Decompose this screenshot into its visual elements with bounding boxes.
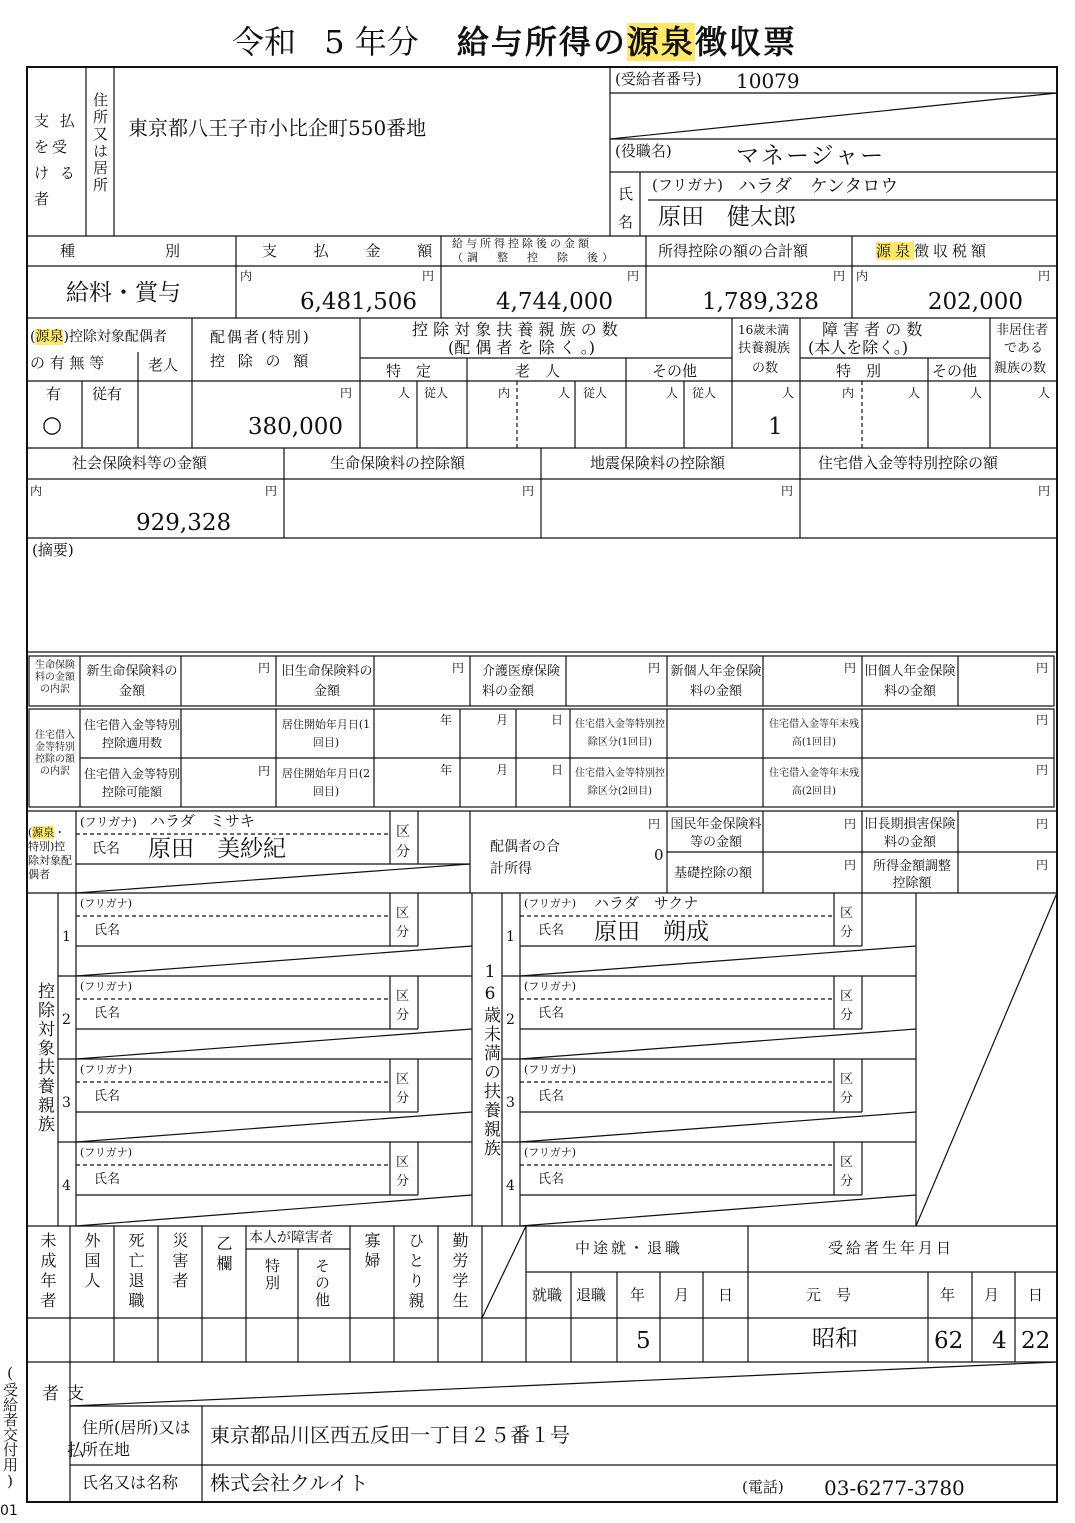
birth-era: 昭和 xyxy=(812,1326,858,1352)
status-label-2: 外国人 xyxy=(82,1232,101,1292)
pay-label: 支 払 金 額 xyxy=(262,242,449,260)
housing-applicable-label: 住宅借入金等特別控除適用数 xyxy=(84,718,181,750)
spouse-deduction-header: 配偶者(特別) xyxy=(210,328,311,346)
nonresident-sub2: 親族の数 xyxy=(994,361,1047,376)
start2-label: 居住開始年月日(2回目) xyxy=(281,767,371,798)
basic-yen: 円 xyxy=(844,858,857,872)
dependent-kubun-label-4: 区分 xyxy=(396,1155,410,1189)
payer-tel: 03-6277-3780 xyxy=(824,1476,965,1500)
start1-hi: 日 xyxy=(551,713,564,727)
adjust-label: 所得金額調整控除額 xyxy=(872,859,951,891)
recipient-kana: ハラダ ケンタロウ xyxy=(738,176,899,197)
adjust-yen: 円 xyxy=(1036,858,1049,872)
tax-uchi: 内 xyxy=(856,269,869,283)
under16-num-2: 2 xyxy=(506,1012,515,1028)
birth-day: 22 xyxy=(1021,1328,1051,1354)
disabled-toku-label: 特別 xyxy=(263,1258,281,1292)
under16-kubun-label-3: 区分 xyxy=(840,1072,854,1106)
birth-tsuki: 月 xyxy=(984,1286,1000,1304)
tokutei-juujin: 従人 xyxy=(424,386,449,400)
pay-amount: 6,481,506 xyxy=(299,289,417,315)
start2-nen: 年 xyxy=(440,763,453,777)
under16-kana-1: ハラダ サクナ xyxy=(594,894,699,912)
tokutei-label: 特 定 xyxy=(386,362,432,380)
title-year-unit: 年分 xyxy=(354,23,419,61)
midway-nen: 年 xyxy=(630,1286,646,1304)
after-yen: 円 xyxy=(627,269,640,283)
spouse-name-label: 氏名 xyxy=(92,841,120,857)
recipient-address: 東京都八王子市小比企町550番地 xyxy=(128,116,427,140)
birth-label: 受給者生年月日 xyxy=(828,1239,955,1257)
start1-nen: 年 xyxy=(440,713,453,727)
dependent-kana-label-2: (フリガナ) xyxy=(80,980,133,993)
payer-name-label: 氏名又は名称 xyxy=(82,1473,179,1492)
dependent-kubun-label-3: 区分 xyxy=(396,1072,410,1106)
kana-label: (フリガナ) xyxy=(652,176,723,194)
under16-kubun-label-2: 区分 xyxy=(840,989,854,1023)
under16-count: 1 xyxy=(768,414,783,440)
dependent-name-label-3: 氏名 xyxy=(94,1089,121,1104)
rojin-uchi: 内 xyxy=(498,386,511,400)
rojin-label: 老 人 xyxy=(515,362,561,380)
social-insurance-label: 社会保険料等の金額 xyxy=(72,454,208,472)
status-label-1: 未成年者 xyxy=(38,1232,57,1312)
social-uchi: 内 xyxy=(30,484,43,498)
housing-possible-label: 住宅借入金等特別控除可能額 xyxy=(84,767,181,799)
spouse-existence-header: (源泉)控除対象配偶者 xyxy=(30,329,167,345)
dependent-kubun-label-1: 区分 xyxy=(396,906,410,940)
dependent-kana-label-1: (フリガナ) xyxy=(80,897,133,910)
payer-address: 東京都品川区西五反田一丁目２５番１号 xyxy=(210,1423,570,1447)
new-pension-yen: 円 xyxy=(844,661,857,675)
start2-hi: 日 xyxy=(551,763,564,777)
recipient-number-label: (受給者番号) xyxy=(615,70,702,88)
spouse-income: 0 xyxy=(654,846,664,864)
kubun1-label: 住宅借入金等特別控除区分(1回目) xyxy=(575,719,665,748)
balance2-yen: 円 xyxy=(1036,763,1049,777)
recipient-section-label: 支 払 を受け る 者 xyxy=(34,112,78,208)
payer-tel-label: (電話) xyxy=(742,1478,784,1496)
yu-label: 有 xyxy=(46,385,62,403)
balance1-yen: 円 xyxy=(1036,713,1049,727)
recipient-position: マネージャー xyxy=(736,143,886,169)
payer-label: 支 払 者 xyxy=(38,1384,83,1468)
under16-sub2: の数 xyxy=(752,361,779,376)
housing-detail-label: 住宅借入金等特別控除の額の内訳 xyxy=(35,730,75,777)
juyu-label: 従有 xyxy=(92,385,123,403)
tokubetsu-uchi: 内 xyxy=(842,386,855,400)
old-long-yen: 円 xyxy=(1036,817,1049,831)
deduction-amount: 1,789,328 xyxy=(701,289,819,315)
elderly-label: 老人 xyxy=(148,356,179,374)
title-year: 5 xyxy=(324,23,345,61)
sonota-nin: 人 xyxy=(666,386,679,400)
start1-tsuki: 月 xyxy=(496,713,509,727)
life-yen: 円 xyxy=(522,484,535,498)
remarks-label: (摘要) xyxy=(32,541,74,559)
after-sub-label: （調 整 控 除 後） xyxy=(452,251,617,264)
quake-insurance-label: 地震保険料の控除額 xyxy=(590,454,726,472)
quake-yen: 円 xyxy=(781,484,794,498)
under16-kana-label-1: (フリガナ) xyxy=(524,897,577,910)
under16-name-label-4: 氏名 xyxy=(538,1172,565,1187)
tokutei-nin: 人 xyxy=(398,386,411,400)
nonresident-sub: である xyxy=(1004,341,1044,356)
status-label-8: 勤労学生 xyxy=(450,1232,469,1312)
after-amount: 4,744,000 xyxy=(495,289,613,315)
balance2-label: 住宅借入金等年末残高(2回目) xyxy=(769,768,859,797)
dependent-kubun-label-2: 区分 xyxy=(396,989,410,1023)
spouse-existence-sub: の 有 無 等 xyxy=(30,354,105,372)
sonota-label: その他 xyxy=(652,362,698,380)
dependent-name-label-4: 氏名 xyxy=(94,1172,121,1187)
spouse-deduction-yen: 円 xyxy=(340,386,353,400)
housing-yen: 円 xyxy=(1038,484,1051,498)
under16-name-label-1: 氏名 xyxy=(538,923,565,938)
status-label-7: ひとり親 xyxy=(406,1232,425,1312)
tax-label: 源泉徴収税額 xyxy=(876,242,991,260)
old-pension-yen: 円 xyxy=(1036,661,1049,675)
dependents-header: 控 除 対 象 扶 養 親 族 の 数 xyxy=(412,320,618,339)
recipient-name: 原田 健太郎 xyxy=(658,204,796,230)
title-era: 令和 xyxy=(232,23,297,61)
tokubetsu-nin: 人 xyxy=(908,386,921,400)
shoku-label: 就職 xyxy=(532,1286,563,1304)
income-type: 給料・賞与 xyxy=(66,280,181,306)
spouse-kana: ハラダ ミサキ xyxy=(150,812,255,830)
under16-kubun-label-4: 区分 xyxy=(840,1155,854,1189)
life-detail-label: 生命保険料の金額の内訳 xyxy=(35,660,75,695)
dependent-kana-label-3: (フリガナ) xyxy=(80,1063,133,1076)
life-insurance-label: 生命保険料の控除額 xyxy=(330,454,466,472)
name-label: 氏 名 xyxy=(618,185,634,231)
dependent-num-2: 2 xyxy=(62,1012,71,1028)
under16-name-1: 原田 朔成 xyxy=(594,919,709,945)
social-yen: 円 xyxy=(265,484,278,498)
disabled-sono-label: その他 xyxy=(313,1258,331,1309)
under16-num-3: 3 xyxy=(506,1095,515,1111)
under16-label: 16歳未満の扶養親族 xyxy=(480,962,500,1158)
sonota-juujin: 従人 xyxy=(692,386,717,400)
new-life-label: 新生命保険料の金額 xyxy=(86,664,178,699)
start2-tsuki: 月 xyxy=(496,763,509,777)
basic-deduction-label: 基礎控除の額 xyxy=(674,866,753,881)
disabled-sonota-nin: 人 xyxy=(970,386,983,400)
dependents-sub: (配 偶 者 を 除 く 。) xyxy=(448,338,596,357)
under16-header: 16歳未満 xyxy=(738,323,790,337)
after-label: 給与所得控除後の金額 xyxy=(452,237,592,250)
social-insurance-amount: 929,328 xyxy=(136,510,232,536)
spouse-kubun-label: 区分 xyxy=(396,824,410,860)
midway-hi: 日 xyxy=(718,1286,734,1304)
pension-yen: 円 xyxy=(844,817,857,831)
old-life-yen: 円 xyxy=(452,661,465,675)
spouse-kana-label: (フリガナ) xyxy=(80,815,137,829)
under16-kana-label-2: (フリガナ) xyxy=(524,980,577,993)
payer-address-label: 住所(居所)又は所在地 xyxy=(82,1418,191,1459)
midway-tsuki: 月 xyxy=(674,1286,690,1304)
disabled-sonota-label: その他 xyxy=(932,362,978,380)
care-yen: 円 xyxy=(648,661,661,675)
disabled-sub: (本人を除く。) xyxy=(808,338,909,357)
deduction-yen: 円 xyxy=(833,269,846,283)
disabled-header: 障 害 者 の 数 xyxy=(822,320,923,339)
under16-sub: 扶養親族 xyxy=(738,341,791,356)
spouse-deduction-sub: 控 除 の 額 xyxy=(210,352,313,370)
care-label: 介護医療保険料の金額 xyxy=(482,664,561,699)
under16-name-label-2: 氏名 xyxy=(538,1006,565,1021)
spouse-deduction-amount: 380,000 xyxy=(247,414,343,440)
spouse-income-label: 配偶者の合計所得 xyxy=(490,839,560,877)
under16-num-4: 4 xyxy=(506,1178,515,1194)
address-label: 住所又は居所 xyxy=(91,92,109,194)
birth-nen: 年 xyxy=(940,1286,956,1304)
dependents-label: 控除対象扶養親族 xyxy=(34,982,54,1134)
deduction-label: 所得控除の額の合計額 xyxy=(658,242,809,260)
housing-deduction-label: 住宅借入金等特別控除の額 xyxy=(818,454,999,472)
old-long-label: 旧長期損害保険料の金額 xyxy=(864,817,956,850)
birth-month: 4 xyxy=(992,1328,1007,1354)
gengo-label: 元 号 xyxy=(806,1286,852,1304)
dependent-num-1: 1 xyxy=(62,929,71,945)
title-main: 給与所得の源泉徴収票 xyxy=(456,23,797,61)
tax-amount: 202,000 xyxy=(927,289,1023,315)
kubun2-label: 住宅借入金等特別控除区分(2回目) xyxy=(575,768,665,797)
dependent-num-4: 4 xyxy=(62,1178,71,1194)
form-code: 01 xyxy=(0,1503,18,1519)
under16-kana-label-4: (フリガナ) xyxy=(524,1146,577,1159)
birth-year: 62 xyxy=(934,1328,964,1354)
birth-hi: 日 xyxy=(1028,1286,1044,1304)
under16-num-1: 1 xyxy=(506,929,515,945)
under16-kubun-label-1: 区分 xyxy=(840,906,854,940)
dependent-kana-label-4: (フリガナ) xyxy=(80,1146,133,1159)
dependent-name-label-2: 氏名 xyxy=(94,1006,121,1021)
under16-kana-label-3: (フリガナ) xyxy=(524,1063,577,1076)
tax-yen: 円 xyxy=(1038,269,1051,283)
under16-nin: 人 xyxy=(782,386,795,400)
recipient-copy-note: (受給者交付用) xyxy=(1,1364,19,1490)
tokubetsu-label: 特 別 xyxy=(836,362,882,380)
spouse-name: 原田 美紗紀 xyxy=(148,836,286,862)
status-label-6: 寡婦 xyxy=(362,1232,381,1272)
status-label-3: 死亡退職 xyxy=(126,1232,145,1312)
spouse-section-label: (源泉・特別)控除対象配偶者 xyxy=(28,826,72,881)
rojin-juujin: 従人 xyxy=(583,386,608,400)
status-label-5: 乙欄 xyxy=(214,1235,233,1275)
new-pension-label: 新個人年金保険料の金額 xyxy=(670,664,762,699)
housing-possible-yen: 円 xyxy=(258,764,271,778)
type-label: 種 別 xyxy=(60,242,187,260)
under16-name-label-3: 氏名 xyxy=(538,1089,565,1104)
quit-year: 5 xyxy=(636,1328,651,1354)
spouse-existence-mark: ○ xyxy=(42,412,63,438)
pension-label: 国民年金保険料等の金額 xyxy=(670,817,762,850)
nonresident-nin: 人 xyxy=(1038,386,1051,400)
nonresident-header: 非居住者 xyxy=(996,323,1049,338)
dependent-num-3: 3 xyxy=(62,1095,71,1111)
midway-label: 中途就・退職 xyxy=(575,1239,684,1257)
position-label: (役職名) xyxy=(615,142,672,160)
new-life-yen: 円 xyxy=(258,661,271,675)
pay-uchi: 内 xyxy=(240,269,253,283)
start1-label: 居住開始年月日(1回目) xyxy=(281,718,371,749)
pay-yen: 円 xyxy=(422,269,435,283)
rojin-nin: 人 xyxy=(558,386,571,400)
taishoku-label: 退職 xyxy=(576,1286,607,1304)
payer-name: 株式会社クルイト xyxy=(210,1471,369,1495)
dependent-name-label-1: 氏名 xyxy=(94,923,121,938)
spouse-income-yen: 円 xyxy=(648,817,661,831)
balance1-label: 住宅借入金等年末残高(1回目) xyxy=(769,719,859,748)
disabled-self-label: 本人が障害者 xyxy=(249,1230,333,1246)
status-label-4: 災害者 xyxy=(170,1232,189,1292)
old-pension-label: 旧個人年金保険料の金額 xyxy=(864,664,956,699)
recipient-number: 10079 xyxy=(736,69,800,93)
old-life-label: 旧生命保険料の金額 xyxy=(281,664,373,699)
